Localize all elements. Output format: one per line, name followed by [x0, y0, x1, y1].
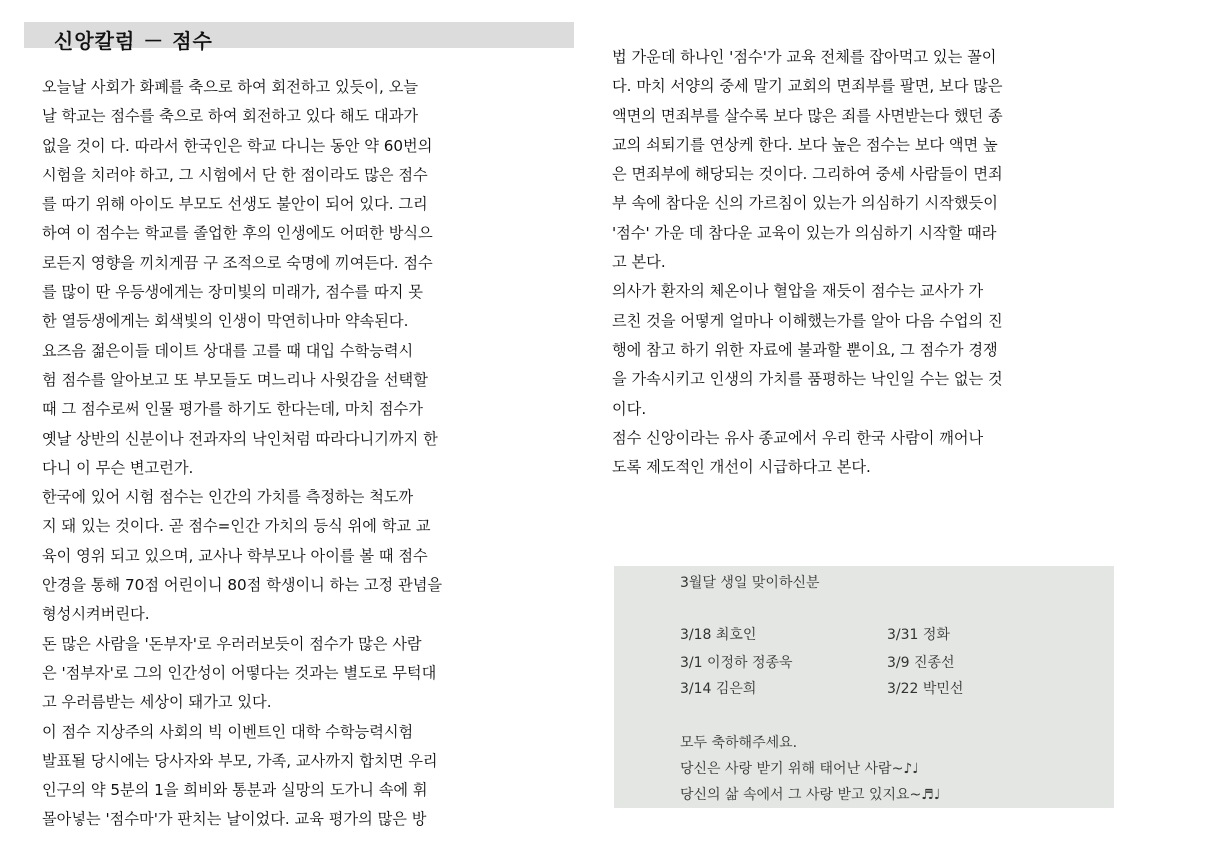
left-column	[42, 73, 562, 835]
birthday-entry: 3/18 최호인	[680, 627, 757, 643]
text-line: 액면의 면죄부를 살수록 보다 많은 죄를 사면받는다 했던 종	[612, 106, 1003, 125]
text-line: 오늘날 사회가 화폐를 축으로 하여 회전하고 있듯이, 오늘	[42, 78, 419, 96]
text-line: 고 우러름받는 세상이 돼가고 있다.	[42, 693, 272, 712]
page-title: 신앙칼럼 － 점수	[54, 29, 213, 53]
text-line: 한 열등생에게는 회색빛의 인생이 막연히나마 약속된다.	[42, 312, 409, 331]
text-line: 다니 이 무슨 변고런가.	[42, 458, 194, 477]
birthday-entry: 3/22 박민선	[887, 681, 964, 697]
birthday-closing: 당신은 사랑 받기 위해 태어난 사람~♪♩	[680, 761, 919, 777]
birthday-box	[614, 566, 1114, 808]
text-line: 요즈음 젊은이들 데이트 상대를 고를 때 대입 수학능력시	[42, 341, 414, 360]
text-line: 날 학교는 점수를 축으로 하여 회전하고 있다 해도 대과가	[42, 107, 419, 126]
text-line: 하여 이 점수는 학교를 졸업한 후의 인생에도 어떠한 방식으	[42, 224, 433, 243]
text-line: 도록 제도적인 개선이 시급하다고 본다.	[612, 458, 871, 477]
text-line: 고 본다.	[612, 253, 666, 272]
text-line: 인구의 약 5분의 1을 희비와 통분과 실망의 도가니 속에 휘	[42, 781, 428, 800]
text-line: 이 점수 지상주의 사회의 빅 이벤트인 대학 수학능력시험	[42, 722, 414, 741]
text-line: '점수' 가운 데 참다운 교육이 있는가 의심하기 시작할 때라	[612, 223, 997, 242]
text-line: 시험을 치러야 하고, 그 시험에서 단 한 점이라도 많은 점수	[42, 165, 428, 184]
birthday-entry: 3/31 정화	[887, 627, 950, 643]
birthday-closing: 모두 축하해주세요.	[680, 735, 798, 751]
birthday-entry: 3/1 이정하 정종욱	[680, 655, 793, 671]
birthday-heading: 3월달 생일 맞이하신분	[680, 575, 820, 591]
text-line: 지 돼 있는 것이다. 곧 점수=인간 가치의 등식 위에 학교 교	[42, 517, 431, 536]
text-line: 행에 참고 하기 위한 자료에 불과할 뿐이요, 그 점수가 경쟁	[612, 340, 998, 359]
text-line: 옛날 상반의 신분이나 전과자의 낙인처럼 따라다니기까지 한	[42, 429, 438, 448]
text-line: 점수 신앙이라는 유사 종교에서 우리 한국 사람이 깨어나	[612, 428, 984, 447]
right-column	[612, 43, 1132, 482]
text-line: 이다.	[612, 399, 647, 418]
text-line: 부 속에 참다운 신의 가르침이 있는가 의심하기 시작했듯이	[612, 194, 998, 213]
text-line: 로든지 영향을 끼치게끔 구 조적으로 숙명에 끼여든다. 점수	[42, 253, 433, 272]
text-line: 교의 쇠퇴기를 연상케 한다. 보다 높은 점수는 보다 액면 높	[612, 135, 998, 154]
text-line: 르친 것을 어떻게 얼마나 이해했는가를 알아 다음 수업의 진	[612, 311, 1003, 330]
text-line: 를 많이 딴 우등생에게는 장미빛의 미래가, 점수를 따지 못	[42, 283, 423, 302]
text-line: 안경을 통해 70점 어린이니 80점 학생이니 하는 고정 관념을	[42, 576, 443, 595]
birthday-entry: 3/14 김은희	[680, 681, 757, 697]
text-line: 돈 많은 사람을 '돈부자'로 우러러보듯이 점수가 많은 사람	[42, 634, 422, 653]
text-line: 때 그 점수로써 인물 평가를 하기도 한다는데, 마치 점수가	[42, 400, 423, 419]
text-line: 은 면죄부에 해당되는 것이다. 그리하여 중세 사람들이 면죄	[612, 165, 1003, 184]
text-line: 의사가 환자의 체온이나 혈압을 재듯이 점수는 교사가 가	[612, 282, 984, 301]
text-line: 은 '점부자'로 그의 인간성이 어떻다는 것과는 별도로 무턱대	[42, 663, 437, 682]
birthday-entry: 3/9 진종선	[887, 655, 955, 671]
text-line: 발표될 당시에는 당사자와 부모, 가족, 교사까지 합치면 우리	[42, 751, 438, 770]
text-line: 험 점수를 알아보고 또 부모들도 며느리나 사윗감을 선택할	[42, 370, 428, 389]
text-line: 한국에 있어 시험 점수는 인간의 가치를 측정하는 척도까	[42, 488, 414, 507]
birthday-closing: 당신의 삶 속에서 그 사랑 받고 있지요~♬♩	[680, 787, 941, 803]
text-line: 를 따기 위해 아이도 부모도 선생도 불안이 되어 있다. 그리	[42, 195, 428, 214]
text-line: 육이 영위 되고 있으며, 교사나 학부모나 아이를 볼 때 점수	[42, 546, 428, 565]
text-line: 을 가속시키고 인생의 가치를 품평하는 낙인일 수는 없는 것	[612, 370, 1003, 389]
text-line: 다. 마치 서양의 중세 말기 교회의 면죄부를 팔면, 보다 많은	[612, 77, 1003, 96]
title-bar	[24, 22, 574, 53]
text-line: 형성시켜버린다.	[42, 605, 150, 624]
text-line: 법 가운데 하나인 '점수'가 교육 전체를 잡아먹고 있는 꼴이	[612, 48, 997, 66]
text-line: 없을 것이 다. 따라서 한국인은 학교 다니는 동안 약 60번의	[42, 136, 433, 155]
text-line: 몰아넣는 '점수마'가 판치는 날이었다. 교육 평가의 많은 방	[42, 810, 427, 829]
